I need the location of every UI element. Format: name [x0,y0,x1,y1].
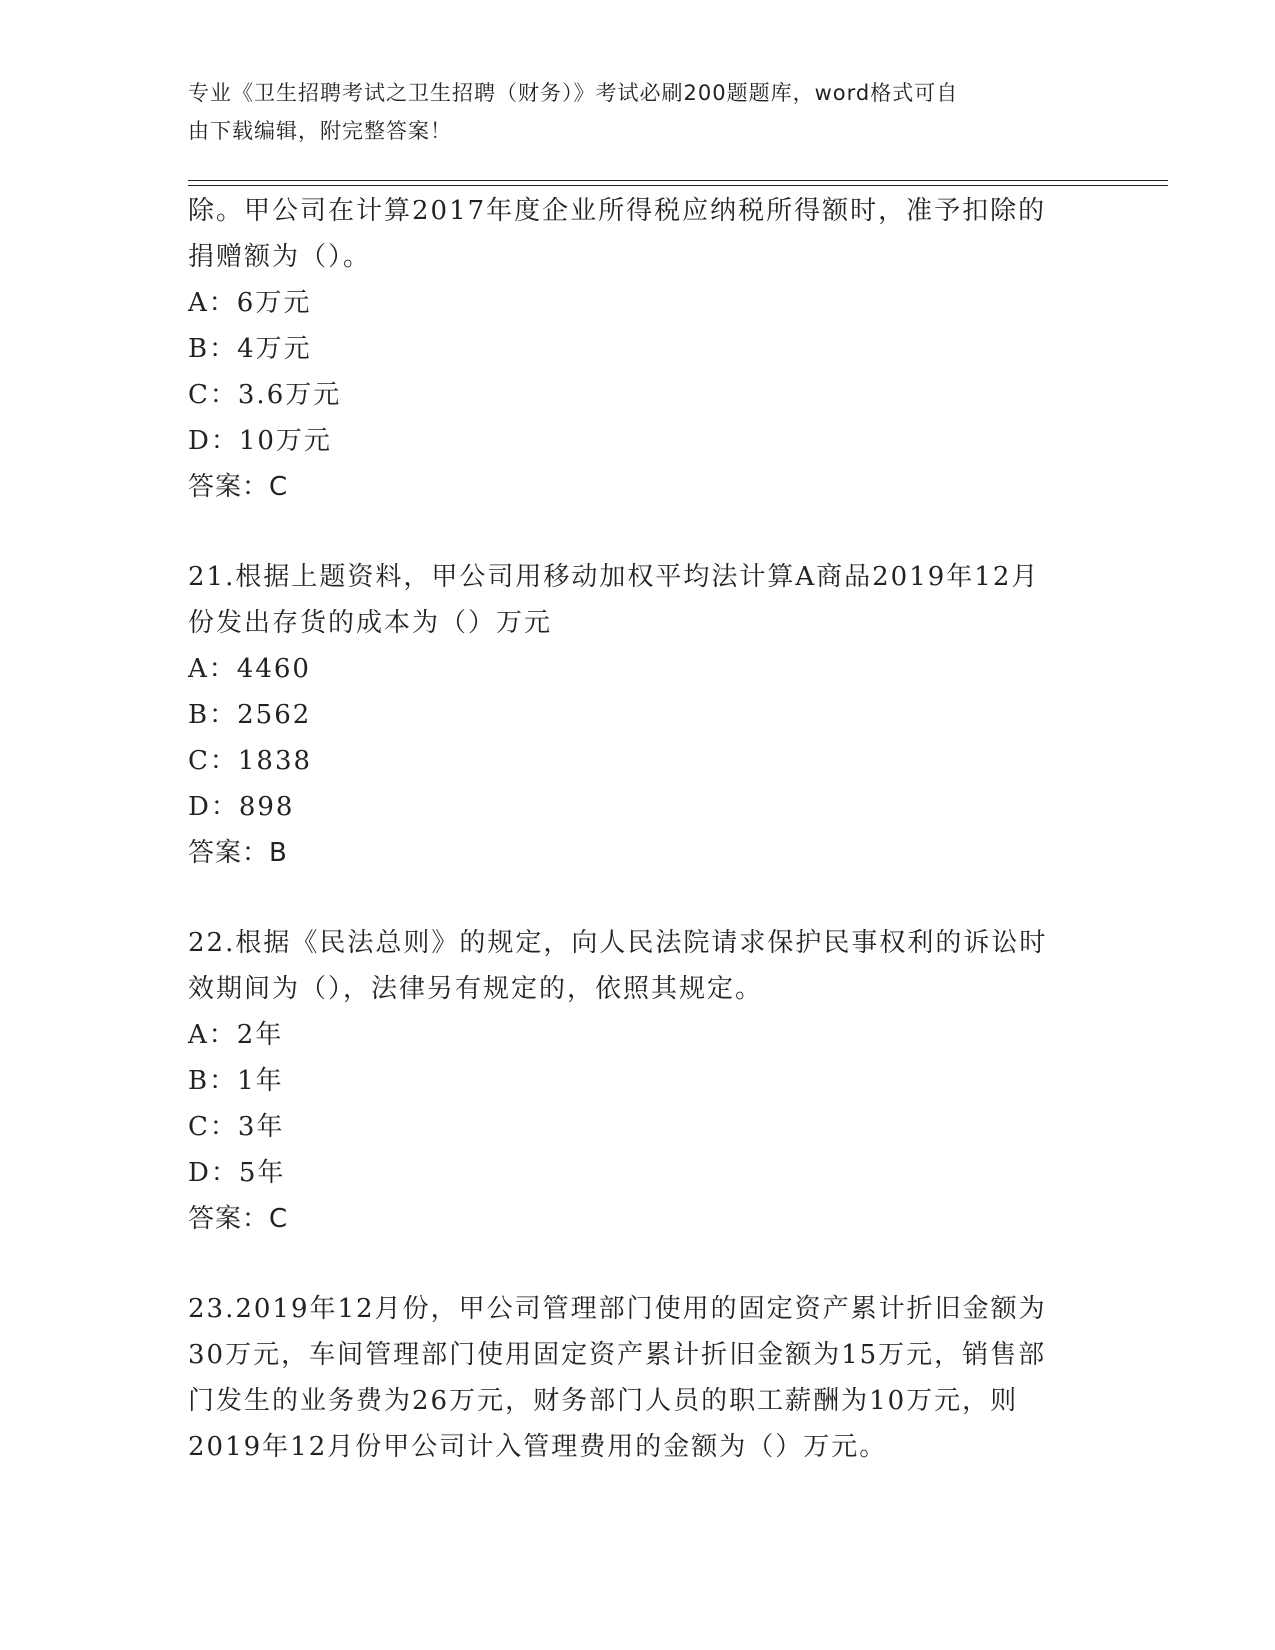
question-text-line: 捐赠额为（）。 [188,242,372,272]
option-a: A：2年 [188,1020,284,1050]
question-block [188,1286,1088,1470]
question-block [188,920,1088,1242]
question-text-line: 效期间为（），法律另有规定的，依照其规定。 [188,974,764,1004]
option-c: C：1838 [188,746,313,776]
question-text-line: 份发出存货的成本为（）万元 [188,608,553,638]
question-text-line: 30万元，车间管理部门使用固定资产累计折旧金额为15万元，销售部 [188,1340,1047,1370]
header-line-1: 专业《卫生招聘考试之卫生招聘（财务）》考试必刷200题题库，word格式可自 [188,81,959,105]
question-block [188,554,1088,876]
option-b: B：4万元 [188,334,312,364]
option-a: A：4460 [188,654,311,684]
answer-line: 答案：C [188,472,289,502]
option-c: C：3年 [188,1112,285,1142]
option-a: A：6万元 [188,288,312,318]
answer-line: 答案：C [188,1204,289,1234]
question-list [188,188,1088,1470]
option-c: C：3.6万元 [188,380,342,410]
question-text-line: 除。甲公司在计算2017年度企业所得税应纳税所得额时，准予扣除的 [188,196,1047,226]
option-d: D：10万元 [188,426,332,456]
question-text-line: 23.2019年12月份，甲公司管理部门使用的固定资产累计折旧金额为 [188,1294,1047,1324]
option-d: D：5年 [188,1158,286,1188]
question-text-line: 门发生的业务费为26万元，财务部门人员的职工薪酬为10万元，则 [188,1386,1019,1416]
option-d: D：898 [188,792,295,822]
answer-line: 答案：B [188,838,288,868]
question-text-line: 2019年12月份甲公司计入管理费用的金额为（）万元。 [188,1432,888,1462]
question-text-line: 21.根据上题资料，甲公司用移动加权平均法计算A商品2019年12月 [188,562,1040,592]
header-rule-bottom [188,185,1168,186]
header-line-2: 由下载编辑，附完整答案！ [188,119,452,143]
question-text-line: 22.根据《民法总则》的规定，向人民法院请求保护民事权利的诉讼时 [188,928,1048,958]
question-block [188,188,1088,510]
option-b: B：2562 [188,700,312,730]
document-header [188,74,1068,150]
option-b: B：1年 [188,1066,284,1096]
header-rule-top [188,180,1168,181]
